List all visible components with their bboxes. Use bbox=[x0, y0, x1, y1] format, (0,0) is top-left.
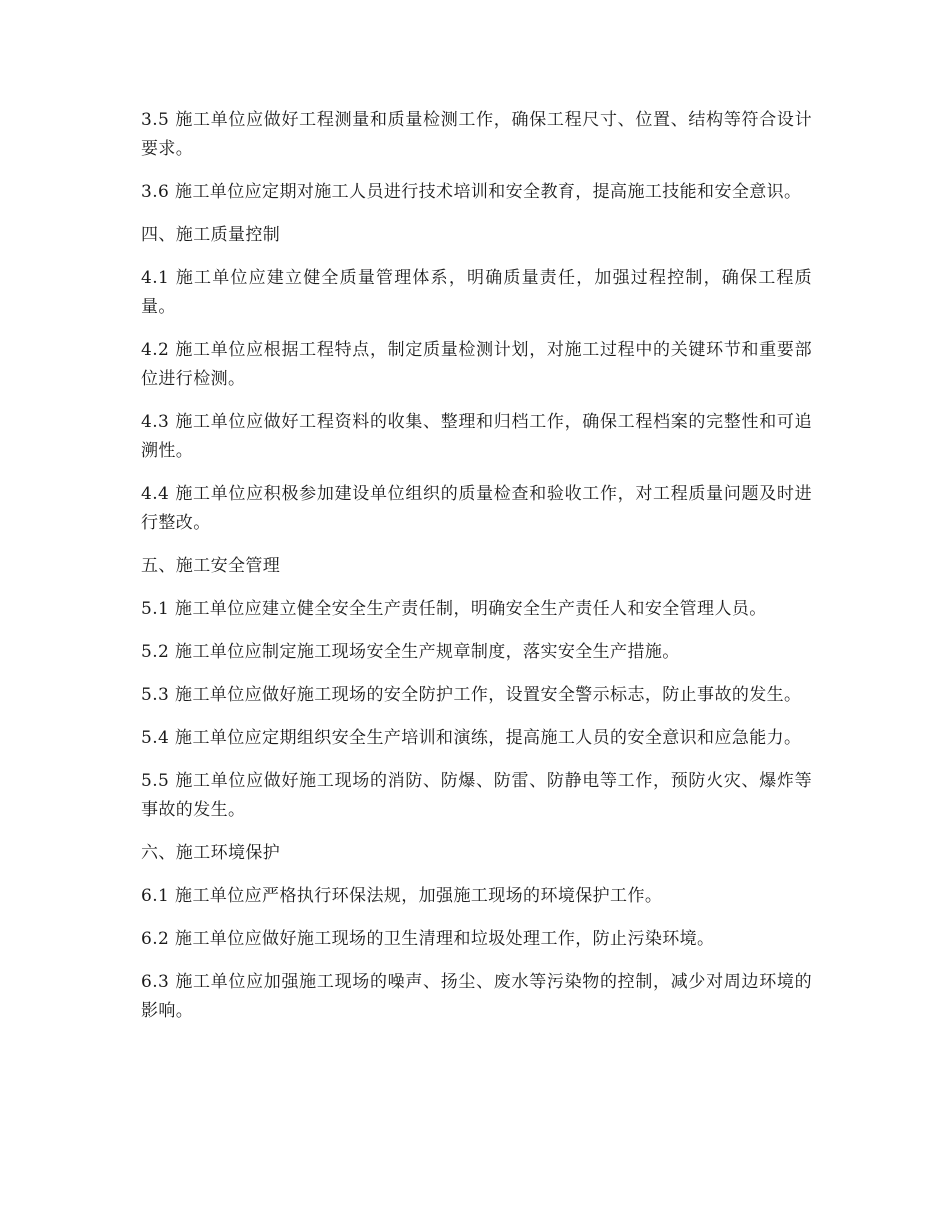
section-heading-4: 四、施工质量控制 bbox=[141, 225, 281, 245]
paragraph-4-1: 4.1 施工单位应建立健全质量管理体系，明确质量责任，加强过程控制，确保工程质量。 bbox=[141, 268, 812, 317]
paragraph-3-6: 3.6 施工单位应定期对施工人员进行技术培训和安全教育，提高施工技能和安全意识。 bbox=[141, 182, 802, 202]
paragraph-6-1: 6.1 施工单位应严格执行环保法规，加强施工现场的环境保护工作。 bbox=[141, 886, 663, 906]
paragraph-4-3: 4.3 施工单位应做好工程资料的收集、整理和归档工作，确保工程档案的完整性和可追溯性。 bbox=[141, 412, 812, 461]
section-heading-5: 五、施工安全管理 bbox=[141, 556, 281, 576]
paragraph-5-2: 5.2 施工单位应制定施工现场安全生产规章制度，落实安全生产措施。 bbox=[141, 642, 680, 662]
section-heading-6: 六、施工环境保护 bbox=[141, 843, 281, 863]
paragraph-4-2: 4.2 施工单位应根据工程特点，制定质量检测计划，对施工过程中的关键环节和重要部位进行检测。 bbox=[141, 340, 812, 389]
paragraph-3-5: 3.5 施工单位应做好工程测量和质量检测工作，确保工程尺寸、位置、结构等符合设计要求。 bbox=[141, 110, 812, 159]
paragraph-6-3: 6.3 施工单位应加强施工现场的噪声、扬尘、废水等污染物的控制，减少对周边环境的影响。 bbox=[141, 972, 812, 1021]
paragraph-5-1: 5.1 施工单位应建立健全安全生产责任制，明确安全生产责任人和安全管理人员。 bbox=[141, 599, 767, 619]
paragraph-6-2: 6.2 施工单位应做好施工现场的卫生清理和垃圾处理工作，防止污染环境。 bbox=[141, 929, 715, 949]
paragraph-5-3: 5.3 施工单位应做好施工现场的安全防护工作，设置安全警示标志，防止事故的发生。 bbox=[141, 685, 802, 705]
paragraph-5-4: 5.4 施工单位应定期组织安全生产培训和演练，提高施工人员的安全意识和应急能力。 bbox=[141, 728, 802, 748]
paragraph-4-4: 4.4 施工单位应积极参加建设单位组织的质量检查和验收工作，对工程质量问题及时进行整改。 bbox=[141, 484, 812, 533]
paragraph-5-5: 5.5 施工单位应做好施工现场的消防、防爆、防雷、防静电等工作，预防火灾、爆炸等事故的发生。 bbox=[141, 771, 812, 820]
